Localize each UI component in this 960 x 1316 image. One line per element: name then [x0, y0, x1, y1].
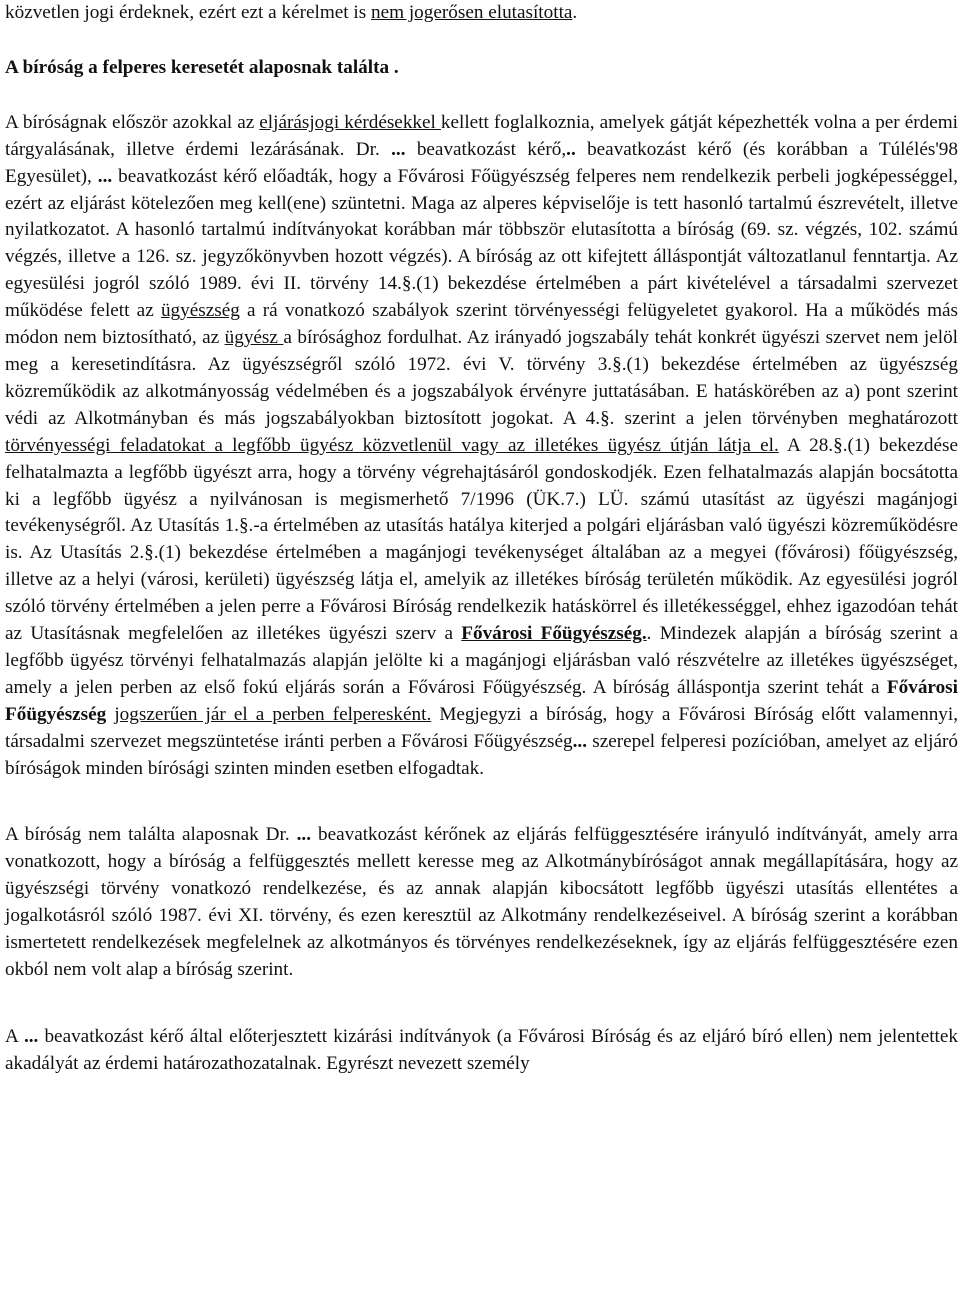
paragraph-4	[5, 822, 958, 983]
paragraph-3	[5, 110, 958, 783]
text-span: beavatkozást kérőnek az eljárás felfüggesztésére irányuló indítványát, amely arra vonatkozott, hogy a bíróság a felfüggesztés mellett keresse meg az Alkotmánybíróságot annak megállapítására, hogy az ügyészségi törvény vonatkozó rendelkezése, és az annak alapján kibocsátott legfőbb ügyészi utasítás ellentétes a jogalkotásról szóló 1987. évi XI. törvény, és ezen keresztül az Alkotmány rendelkezéseivel. A bíróság szerint a korábban ismertetett rendelkezések megfelelnek az alkotmányos és törvényes rendelkezéseknek, így az eljárás felfüggesztésére ezen okból nem volt alap a bíróság szerint.	[5, 824, 958, 980]
document-page	[5, 0, 958, 1078]
paragraph-1	[5, 0, 958, 27]
bold-ellipsis: ..	[566, 138, 576, 160]
text-span: a bírósághoz fordulhat. Az irányadó jogszabály tehát konkrét ügyészi szervet nem jelöl meg a keresetindításra. Az ügyészségről szóló 1972. évi V. törvény 3.§.(1) bekezdése értelmében az ügyészség közreműködik az alkotmányosság védelmében és a jogszabályok érvényre juttatásában. E hatáskörében az a) pont szerint védi az Alkotmányban és más jogszabályokban biztosított jogokat. A 4.§. szerint a jelen törvényben meghatározott	[5, 327, 958, 429]
bold-ellipsis: ...	[97, 165, 113, 187]
bold-statement: A bíróság a felperes keresetét alaposnak találta .	[5, 56, 399, 78]
text-span: beavatkozást kérő,	[405, 138, 567, 160]
underlined-text: törvényességi feladatokat a legfőbb ügyész közvetlenül vagy az illetékes ügyész útján látja el.	[5, 434, 779, 456]
underlined-text: eljárásjogi kérdésekkel	[259, 111, 441, 133]
text-span: közvetlen jogi érdeknek, ezért ezt a kérelmet is	[5, 2, 371, 23]
text-span: beavatkozást kérő által előterjesztett kizárási indítványok (a Fővárosi Bíróság és az eljáró bíró ellen) nem jelentettek akadályát az érdemi határozathozatalnak. Egyrészt nevezett személy	[5, 1025, 958, 1074]
text-span: Megjegyzi a bíróság, hogy a Fővárosi Bíróság előtt valamennyi, társadalmi szervezet megszüntetése iránti perben a Fővárosi Főügyészség	[5, 703, 959, 752]
bold-text: Fővárosi Főügyészség	[5, 676, 958, 725]
text-span: A bíróságnak először azokkal az	[5, 111, 260, 133]
text-span: beavatkozást kérő előadták, hogy a Fővárosi Főügyészség felperes nem rendelkezik perbeli jogképességgel, ezért az eljárást kötelezően meg kell(ene) szüntetni. Maga az alperes képviselője is tett hasonló tartalmú észrevételt, illetve nyilatkozatot. A hasonló tartalmú indítványokat korábban már többször elutasította a bíróság (69. sz. végzés, 102. számú végzés, illetve a 126. sz. jegyzőkönyvben hozott végzés). A bíróság az ott kifejtett álláspontját változatlanul fenntartja. Az egyesülési jogról szóló 1989. évi II. törvény 14.§.(1) bekezdése értelmében a párt kivételével a társadalmi szervezet működése felett az	[5, 165, 958, 322]
bold-underlined-text: Fővárosi Főügyészség.	[461, 623, 647, 645]
paragraph-5	[5, 1024, 958, 1078]
text-span: A bíróság nem találta alaposnak Dr.	[5, 824, 297, 846]
bold-ellipsis: ...	[23, 1025, 39, 1047]
paragraph-2-heading	[5, 55, 958, 82]
text-span: kellett foglalkoznia, amelyek gátját képezhették volna a per érdemi tárgyalásának, illetve érdemi lezárásának. Dr.	[5, 111, 958, 160]
text-span: szerepel felperesi pozícióban, amelyet az eljáró bíróságok minden bírósági szinten minden esetben elfogadtak.	[5, 730, 958, 779]
underlined-text: jogszerűen jár el a perben felperesként.	[114, 703, 432, 725]
text-span: a rá vonatkozó szabályok szerint törvényességi felügyeletet gyakorol. Ha a működés más módon nem biztosítható, az	[5, 300, 958, 349]
text-span: .	[572, 2, 578, 23]
text-span: A	[5, 1025, 24, 1047]
text-span: A 28.§.(1) bekezdése felhatalmazta a legfőbb ügyészt arra, hogy a törvény végrehajtásáról gondoskodjék. Ezen felhatalmazás alapján bocsátotta ki a legfőbb ügyész a nyilvánosan is megismerhető 7/1996 (ÜK.7.) LÜ. számú utasítást az ügyészi magánjogi tevékenységről. Az Utasítás 1.§.-a értelmében az utasítás hatálya kiterjed a polgári eljárásban való ügyészi közreműködésre is. Az Utasítás 2.§.(1) bekezdése értelmében a magánjogi tevékenységet általában az a megyei (fővárosi) főügyészség, illetve az a helyi (városi, kerületi) ügyészség látja el, amelyik az illetékes bíróság területén működik. Az egyesülési jogról szóló törvény értelmében a jelen perre a Fővárosi Bíróság rendelkezik hatáskörrel és illetékességgel, ehhez igazodóan tehát az Utasításnak megfelelően az illetékes ügyészi szerv a	[5, 434, 958, 645]
text-span: . Mindezek alapján a bíróság szerint a legfőbb ügyész törvényi felhatalmazás alapján jelölte ki a magánjogi eljárásban való részvételre az illetékes ügyészséget, amely a jelen perben az első fokú eljárás során a Fővárosi Főügyészség. A bíróság álláspontja szerint tehát a	[5, 623, 958, 698]
text-span: beavatkozást kérő (és korábban a Túlélés'98 Egyesület),	[5, 138, 958, 187]
underlined-text: nem jogerősen elutasította	[371, 2, 573, 23]
underlined-text: ügyészség	[160, 300, 240, 322]
underlined-text: ügyész	[224, 327, 284, 349]
bold-ellipsis: ...	[572, 730, 587, 752]
bold-ellipsis: ...	[296, 824, 312, 846]
bold-ellipsis: ...	[391, 138, 406, 160]
